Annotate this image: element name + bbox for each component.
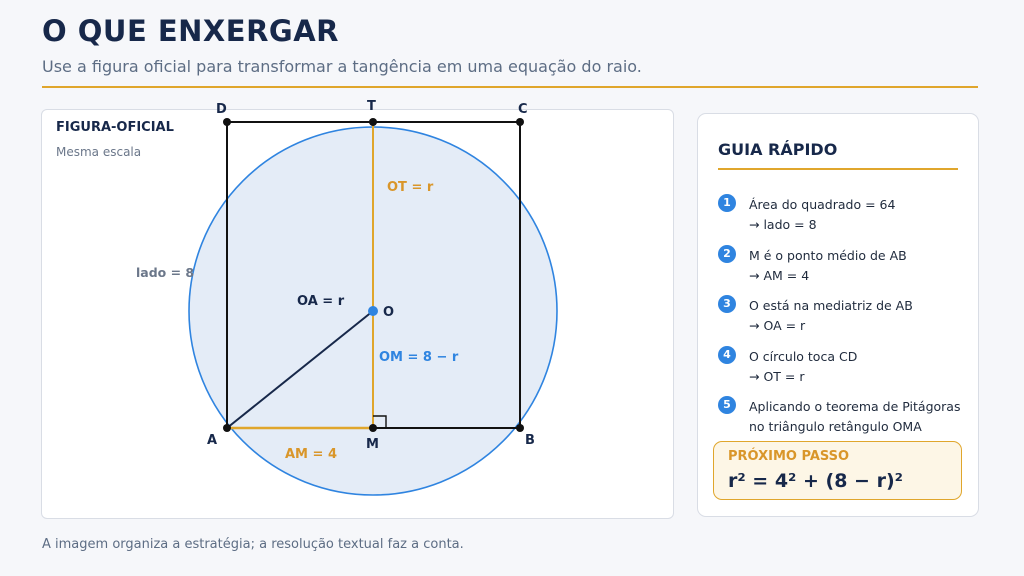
step-text	[749, 296, 913, 336]
step-line: O círculo toca CD	[749, 348, 858, 364]
next-step-formula: r² = 4² + (8 − r)²	[728, 470, 903, 492]
label-t: T	[367, 99, 376, 114]
label-oa: OA = r	[297, 294, 345, 309]
step-number-badge: 3	[718, 295, 736, 313]
guide-steps	[718, 194, 968, 447]
step-text	[749, 397, 960, 437]
list-item	[718, 295, 968, 346]
list-item	[718, 396, 968, 447]
list-item	[718, 245, 968, 296]
label-om: OM = 8 − r	[379, 350, 459, 365]
step-line: → OA = r	[749, 318, 806, 333]
step-text	[749, 246, 907, 286]
guide-divider	[718, 168, 958, 170]
page-title: O QUE ENXERGAR	[42, 14, 340, 48]
label-b: B	[525, 433, 535, 448]
label-a: A	[207, 433, 218, 448]
label-am: AM = 4	[285, 447, 337, 462]
step-line: Área do quadrado = 64	[749, 197, 896, 212]
point-a	[223, 424, 231, 432]
step-line: M é o ponto médio de AB	[749, 247, 907, 263]
point-m	[369, 424, 377, 432]
step-line: O está na mediatriz de AB	[749, 298, 913, 313]
step-line: → lado = 8	[749, 217, 817, 232]
figure-title: FIGURA-OFICIAL	[56, 120, 174, 135]
point-t	[369, 118, 377, 126]
next-step-label: PRÓXIMO PASSO	[728, 449, 850, 464]
label-ot: OT = r	[387, 180, 434, 195]
step-number-badge: 2	[718, 245, 736, 263]
label-o: O	[383, 305, 395, 320]
label-d: D	[216, 102, 227, 117]
footer-note: A imagem organiza a estratégia; a resolução textual faz a conta.	[42, 537, 464, 552]
page-subtitle: Use a figura oficial para transformar a tangência em uma equação do raio.	[42, 57, 642, 76]
step-number-badge: 4	[718, 346, 736, 364]
step-line: → OT = r	[749, 368, 805, 384]
next-step-box	[713, 441, 962, 500]
point-c	[516, 118, 524, 126]
point-d	[223, 118, 231, 126]
step-line: no triângulo retângulo OMA	[749, 419, 922, 434]
step-line: → AM = 4	[749, 267, 810, 283]
label-side: lado = 8	[136, 265, 195, 280]
step-number-badge: 1	[718, 194, 736, 212]
label-c: C	[518, 102, 528, 117]
list-item	[718, 346, 968, 397]
step-number-badge: 5	[718, 396, 736, 414]
list-item	[718, 194, 968, 245]
step-line: Aplicando o teorema de Pitágoras	[749, 399, 961, 414]
step-text	[749, 195, 895, 235]
point-b	[516, 424, 524, 432]
step-text	[749, 347, 857, 387]
guide-title: GUIA RÁPIDO	[718, 140, 838, 159]
point-o	[368, 306, 378, 316]
figure-subtitle: Mesma escala	[56, 145, 142, 159]
label-m: M	[366, 437, 379, 452]
